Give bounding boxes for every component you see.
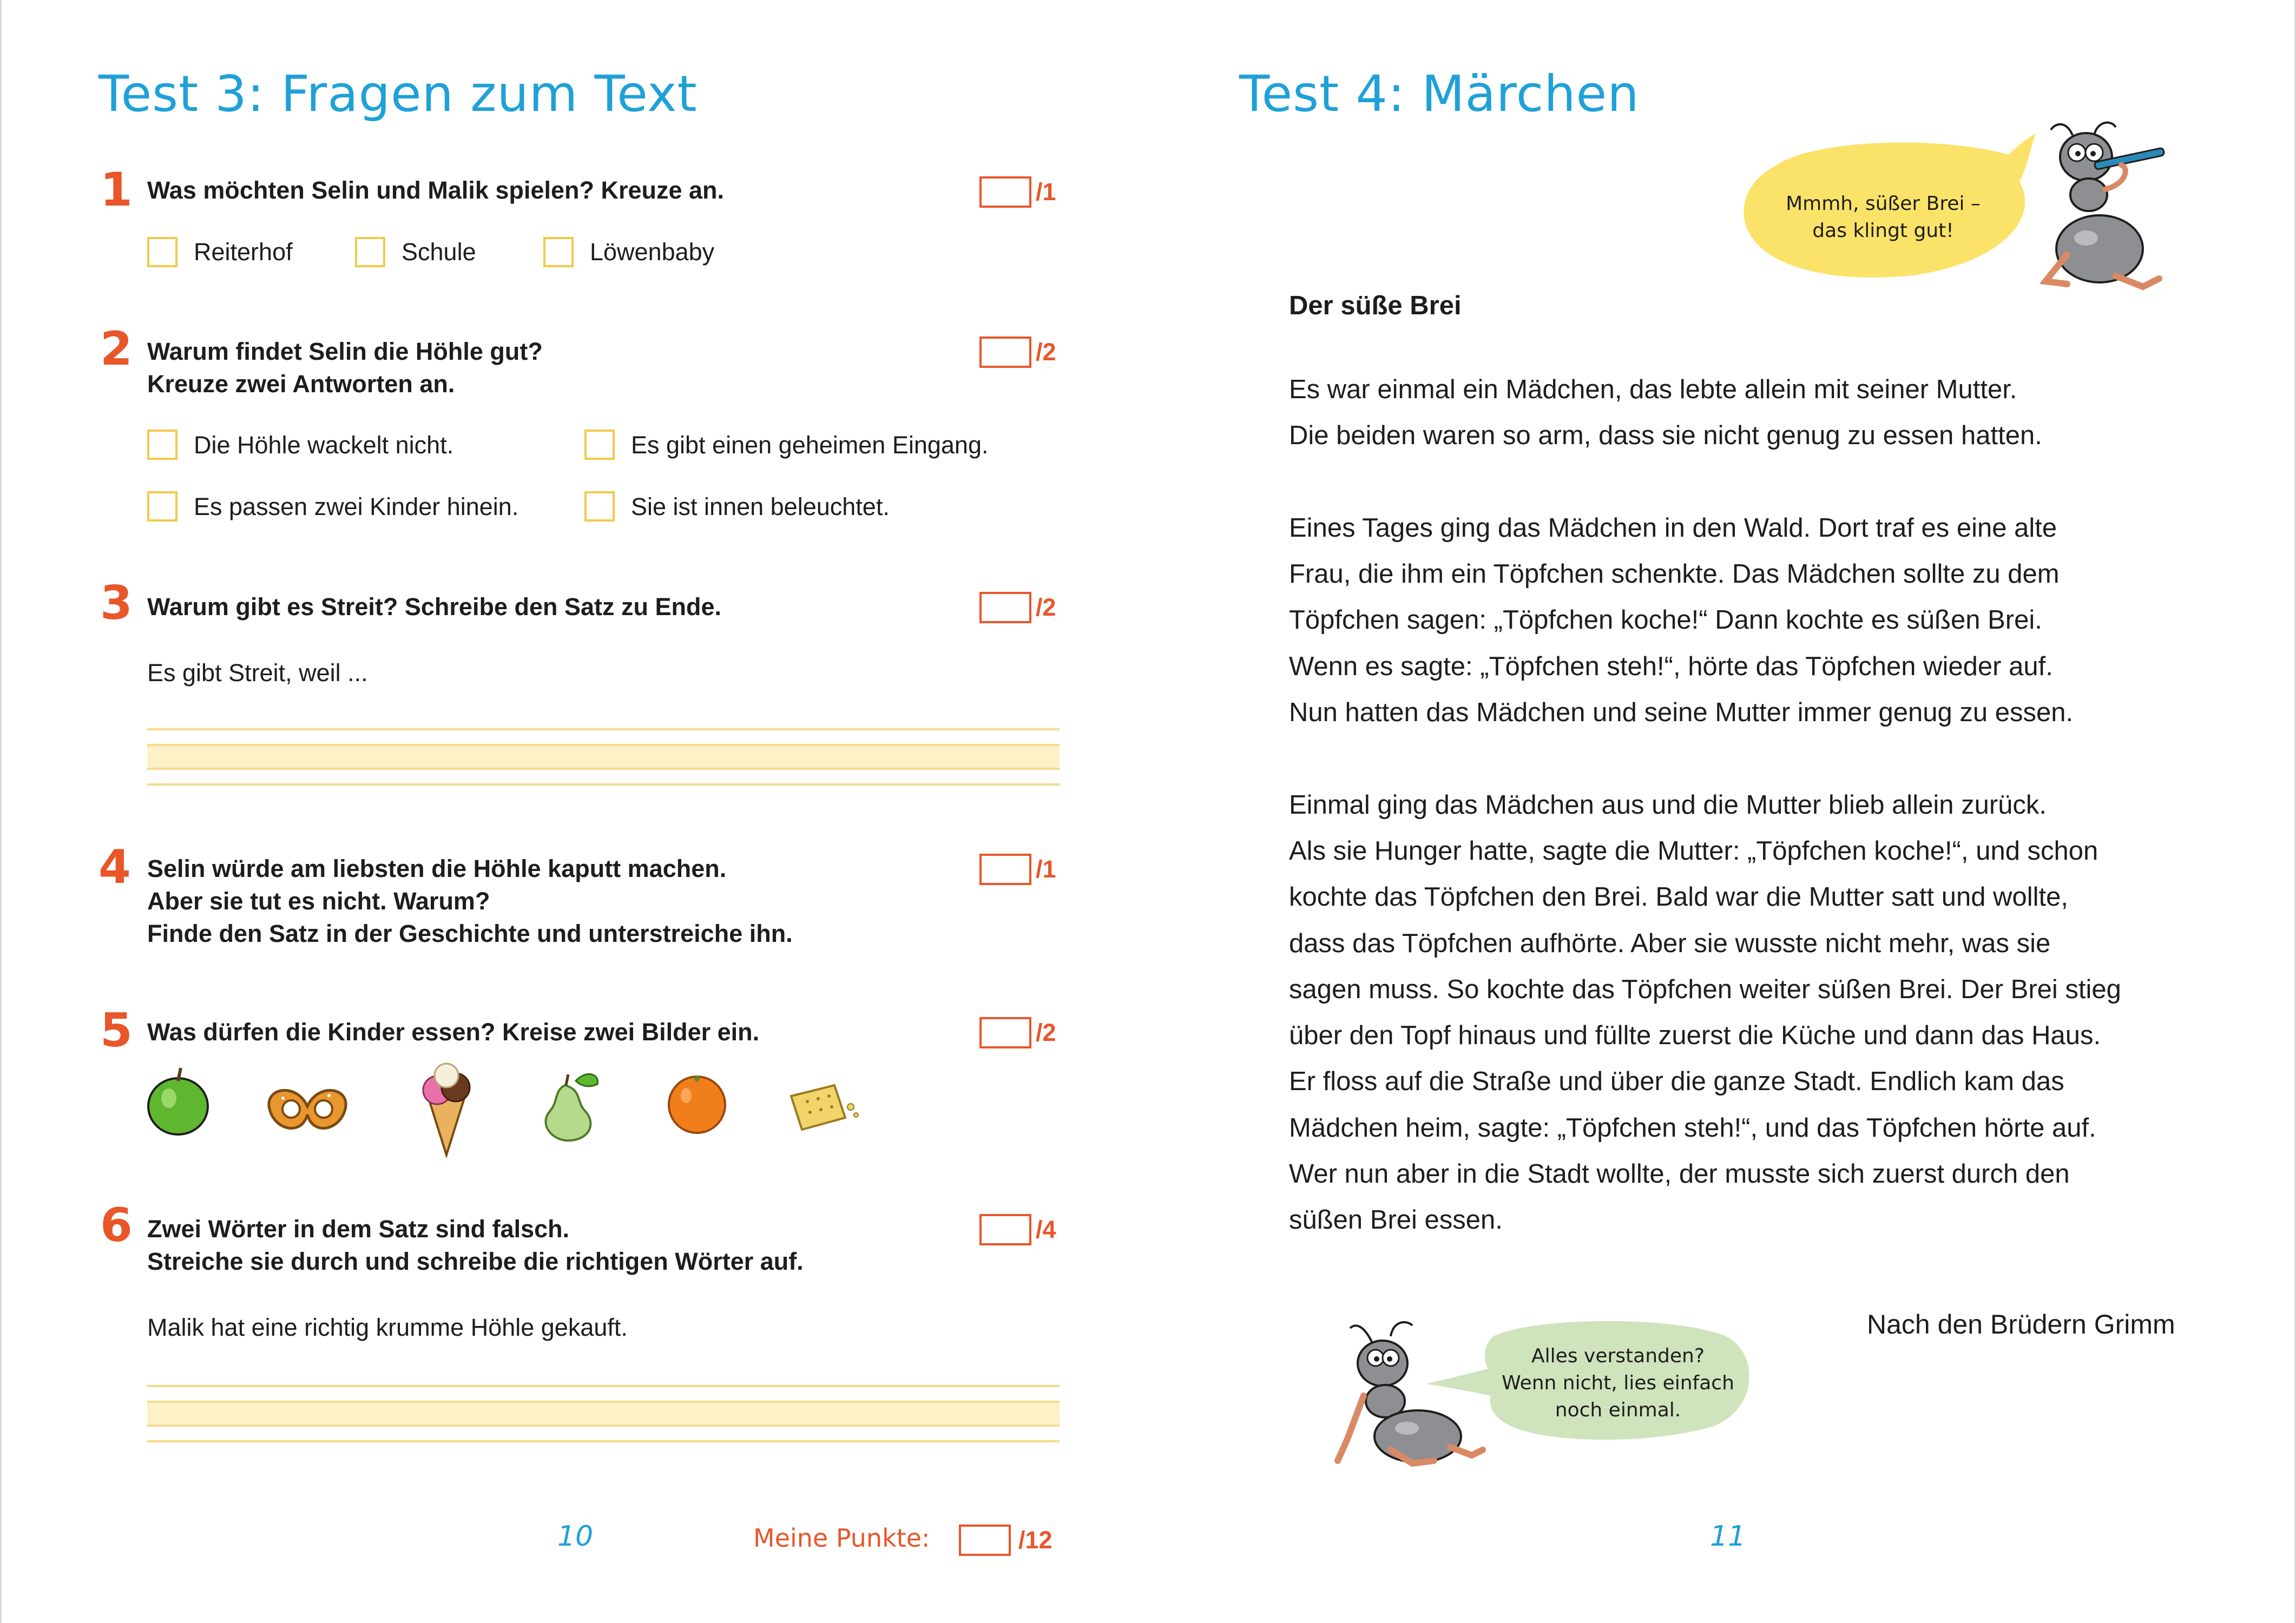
speech-bubble-bottom-line3: noch einmal. [1555,1399,1681,1421]
story-line: Eines Tages ging das Mädchen in den Wald. Dort traf es eine alte [1289,513,2057,543]
checkbox-loewenbaby[interactable] [543,237,574,267]
checkbox-geheimer-eingang[interactable] [584,430,615,460]
story-line: süßen Brei essen. [1289,1205,1503,1235]
option-label: Sie ist innen beleuchtet. [631,493,890,520]
question-6-prompt: Malik hat eine richtig krumme Höhle gekauft. [147,1314,628,1341]
story-line: Töpfchen sagen: „Töpfchen koche!“ Dann kochte es süßen Brei. [1289,605,2042,635]
question-6-score-box[interactable] [979,1214,1031,1245]
option-label: Löwenbaby [590,238,715,266]
question-2-score-box[interactable] [979,337,1031,368]
story-paragraph-2 [1289,505,2220,736]
writing-lines-q3[interactable] [147,728,1060,786]
option-label: Reiterhof [194,238,293,266]
speech-bubble-bottom-line2: Wenn nicht, lies einfach [1502,1372,1734,1394]
attribution: Nach den Brüdern Grimm [1867,1309,2175,1340]
story-line: Einmal ging das Mädchen aus und die Mutter blieb allein zurück. [1289,790,2047,820]
question-2-score-label: /2 [1036,338,1056,366]
page-title-right: Test 4: Märchen [1239,65,1640,123]
option-label: Die Höhle wackelt nicht. [194,431,454,459]
orange-icon[interactable] [665,1071,729,1136]
question-4-score-label: /1 [1036,855,1056,883]
question-6-text-line2: Streiche sie durch und schreibe die richtigen Wörter auf. [147,1248,804,1275]
story-line: Mädchen heim, sagte: „Töpfchen steh!“, und das Töpfchen hörte auf. [1289,1113,2096,1143]
ice-cream-icon[interactable] [417,1060,476,1158]
story-line: dass das Töpfchen aufhörte. Aber sie wusste nicht mehr, was sie [1289,928,2051,958]
question-2-number: 2 [100,322,133,376]
checkbox-hoehle-wackelt[interactable] [147,430,177,460]
question-3-text: Warum gibt es Streit? Schreibe den Satz zu Ende. [147,593,722,621]
cracker-icon[interactable] [786,1080,861,1134]
question-3-number: 3 [100,576,133,630]
story-line: sagen muss. So kochte das Töpfchen weiter süßen Brei. Der Brei stieg [1289,974,2121,1004]
question-5-score-box[interactable] [979,1017,1031,1048]
question-6-number: 6 [100,1198,133,1252]
question-1-number: 1 [100,163,133,217]
question-1-text: Was möchten Selin und Malik spielen? Kreuze an. [147,176,725,204]
story-line: über den Topf hinaus und füllte zuerst die Küche und dann das Haus. [1289,1021,2101,1051]
question-3-score-label: /2 [1036,593,1056,621]
question-3-prompt: Es gibt Streit, weil ... [147,659,368,687]
pretzel-icon[interactable] [259,1077,356,1142]
story-line: Er floss auf die Straße und über die ganze Stadt. Endlich kam das [1289,1067,2064,1097]
question-4-text-line1: Selin würde am liebsten die Höhle kaputt machen. [147,855,727,882]
ant-eating-icon [2035,119,2181,298]
story-line: Als sie Hunger hatte, sagte die Mutter: „Töpfchen koche!“, und schon [1289,836,2098,866]
option-label: Es passen zwei Kinder hinein. [194,493,519,520]
story-line: kochte das Töpfchen den Brei. Bald war die Mutter satt und wollte, [1289,882,2068,912]
page-title-left: Test 3: Fragen zum Text [98,65,698,123]
option-label: Schule [402,238,476,266]
total-score-label: /12 [1018,1526,1052,1554]
story-paragraph-1 [1289,367,2220,459]
story-line: Frau, die ihm ein Töpfchen schenkte. Das Mädchen sollte zu dem [1289,559,2060,589]
story-line: Die beiden waren so arm, dass sie nicht genug zu essen hatten. [1289,421,2042,451]
checkbox-schule[interactable] [355,237,385,267]
question-4-score-box[interactable] [979,854,1031,885]
question-5-number: 5 [100,1004,133,1058]
checkbox-zwei-kinder[interactable] [147,491,177,522]
question-6-score-label: /4 [1036,1216,1056,1243]
story-line: Wer nun aber in die Stadt wollte, der musste sich zuerst durch den [1289,1159,2070,1189]
question-5-text: Was dürfen die Kinder essen? Kreise zwei Bilder ein. [147,1018,760,1046]
points-label: Meine Punkte: [753,1523,930,1553]
story-line: Nun hatten das Mädchen und seine Mutter immer genug zu essen. [1289,698,2074,728]
speech-bubble-top-line2: das klingt gut! [1812,220,1954,242]
apple-icon[interactable] [143,1060,213,1142]
question-3-score-box[interactable] [979,592,1031,623]
story-line: Wenn es sagte: „Töpfchen steh!“, hörte das Töpfchen wieder auf. [1289,651,2053,681]
checkbox-beleuchtet[interactable] [584,491,615,522]
speech-bubble-top-line1: Mmmh, süßer Brei – [1786,193,1981,215]
question-4-text-line3: Finde den Satz in der Geschichte und unterstreiche ihn. [147,920,793,947]
question-5-score-label: /2 [1036,1019,1056,1046]
question-4-number: 4 [98,840,131,894]
question-4-text-line2: Aber sie tut es nicht. Warum? [147,887,490,915]
question-2-text-line2: Kreuze zwei Antworten an. [147,370,455,398]
question-1-score-label: /1 [1036,178,1056,206]
checkbox-reiterhof[interactable] [147,237,177,267]
story-title: Der süße Brei [1289,291,1462,320]
pear-icon[interactable] [532,1069,614,1145]
story-body [1289,367,2220,1290]
page-number-right: 11 [1710,1520,1746,1553]
option-label: Es gibt einen geheimen Eingang. [631,431,989,459]
speech-bubble-bottom-line1: Alles verstanden? [1531,1345,1705,1367]
question-1-score-box[interactable] [979,176,1031,208]
total-score-box[interactable] [959,1525,1011,1556]
story-line: Es war einmal ein Mädchen, das lebte allein mit seiner Mutter. [1289,375,2017,404]
question-2-text-line1: Warum findet Selin die Höhle gut? [147,338,543,365]
page-number-left: 10 [557,1520,594,1553]
writing-lines-q6[interactable] [147,1385,1060,1442]
question-6-text-line1: Zwei Wörter in dem Satz sind falsch. [147,1215,570,1243]
story-paragraph-3 [1289,782,2220,1244]
